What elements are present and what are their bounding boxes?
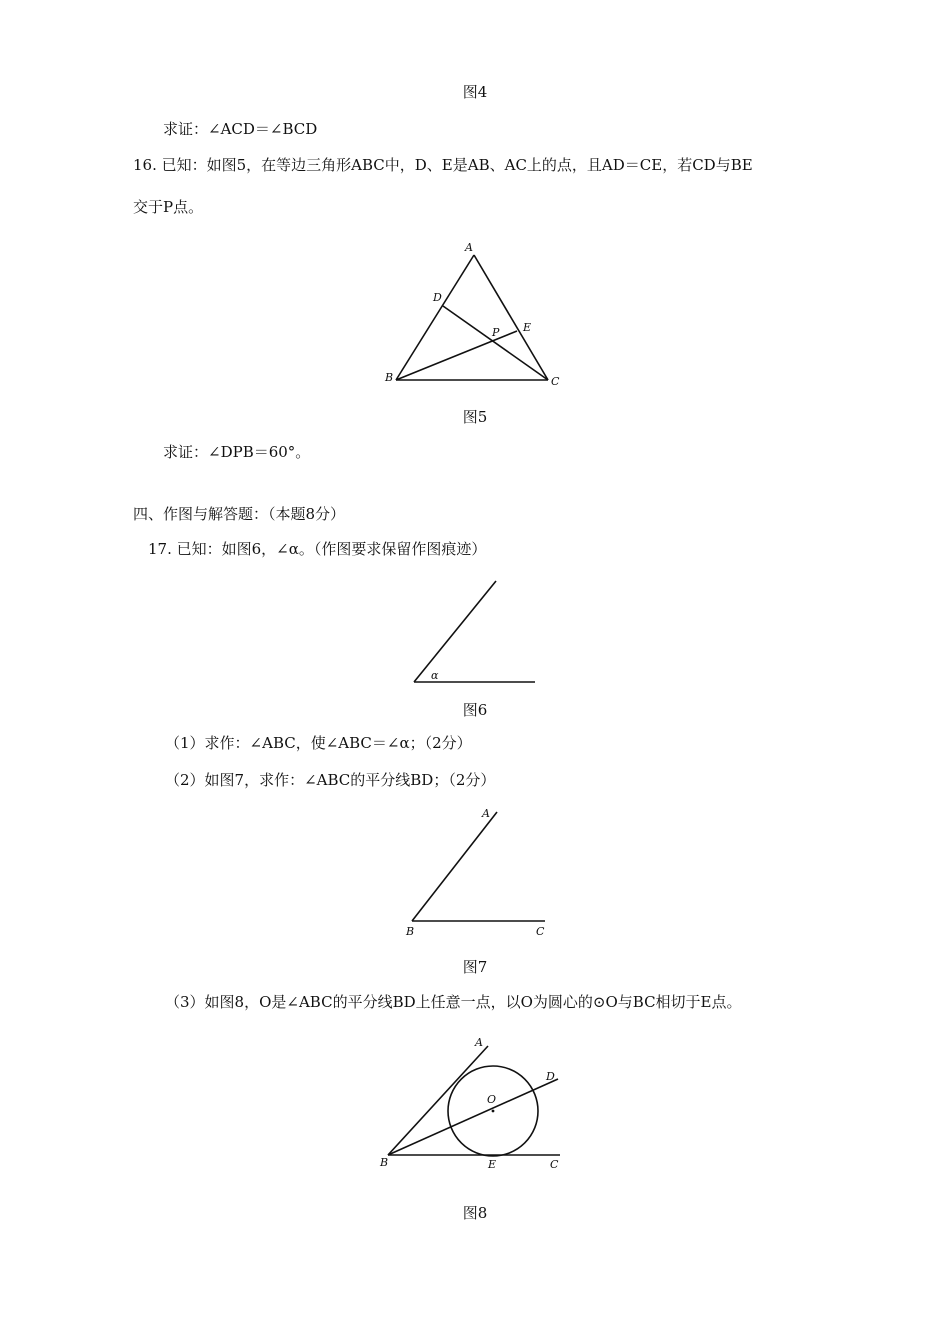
fig5-side-ac [474,255,548,380]
fig5-label-c: C [551,375,560,388]
p16-statement-line2: 交于P点。 [133,198,204,216]
fig5-label-p: P [492,326,500,339]
fig8-caption: 图8 [462,1204,488,1222]
p16-prove: 求证：∠DPB＝60°。 [163,443,311,461]
fig7-ray-ba [412,812,497,921]
fig5-segment-cd [443,306,548,380]
fig8-diagram [0,1030,950,1190]
fig5-label-b: B [385,371,394,384]
p15-prove: 求证：∠ACD＝∠BCD [163,120,318,138]
fig5-caption: 图5 [462,408,488,426]
fig8-label-c: C [550,1158,559,1171]
fig6-caption: 图6 [462,701,488,719]
p17-question2: （2）如图7，求作：∠ABC的平分线BD；（2分） [165,771,496,789]
p17-statement: 17. 已知：如图6，∠α。（作图要求保留作图痕迹） [148,540,487,558]
fig8-center-point [492,1110,495,1113]
fig5-label-e: E [523,321,532,334]
fig8-ray-ba [388,1046,488,1155]
fig8-label-o: O [487,1093,497,1106]
fig4-caption: 图4 [462,83,488,101]
fig7-diagram [0,800,950,950]
fig7-label-a: A [482,807,490,820]
fig7-label-c: C [536,925,545,938]
p17-question3: （3）如图8，O是∠ABC的平分线BD上任意一点，以O为圆心的⊙O与BC相切于E点。 [165,993,742,1011]
fig7-caption: 图7 [462,958,488,976]
fig6-ray-upper [414,581,496,682]
p17-question1: （1）求作：∠ABC，使∠ABC＝∠α；（2分） [165,734,472,752]
fig6-diagram [0,570,950,700]
fig5-side-ab [396,255,474,380]
fig6-label-alpha: α [431,669,439,682]
fig5-label-d: D [433,291,442,304]
fig5-label-a: A [465,241,473,254]
fig8-label-d: D [546,1070,555,1083]
fig8-label-b: B [380,1156,389,1169]
p16-statement-line1: 16. 已知：如图5，在等边三角形ABC中，D、E是AB、AC上的点，且AD＝CE，若CD与BE [133,156,753,174]
fig8-label-e: E [488,1158,497,1171]
section-four-heading: 四、作图与解答题：（本题8分） [133,505,346,523]
fig7-label-b: B [406,925,415,938]
fig8-label-a: A [475,1036,483,1049]
